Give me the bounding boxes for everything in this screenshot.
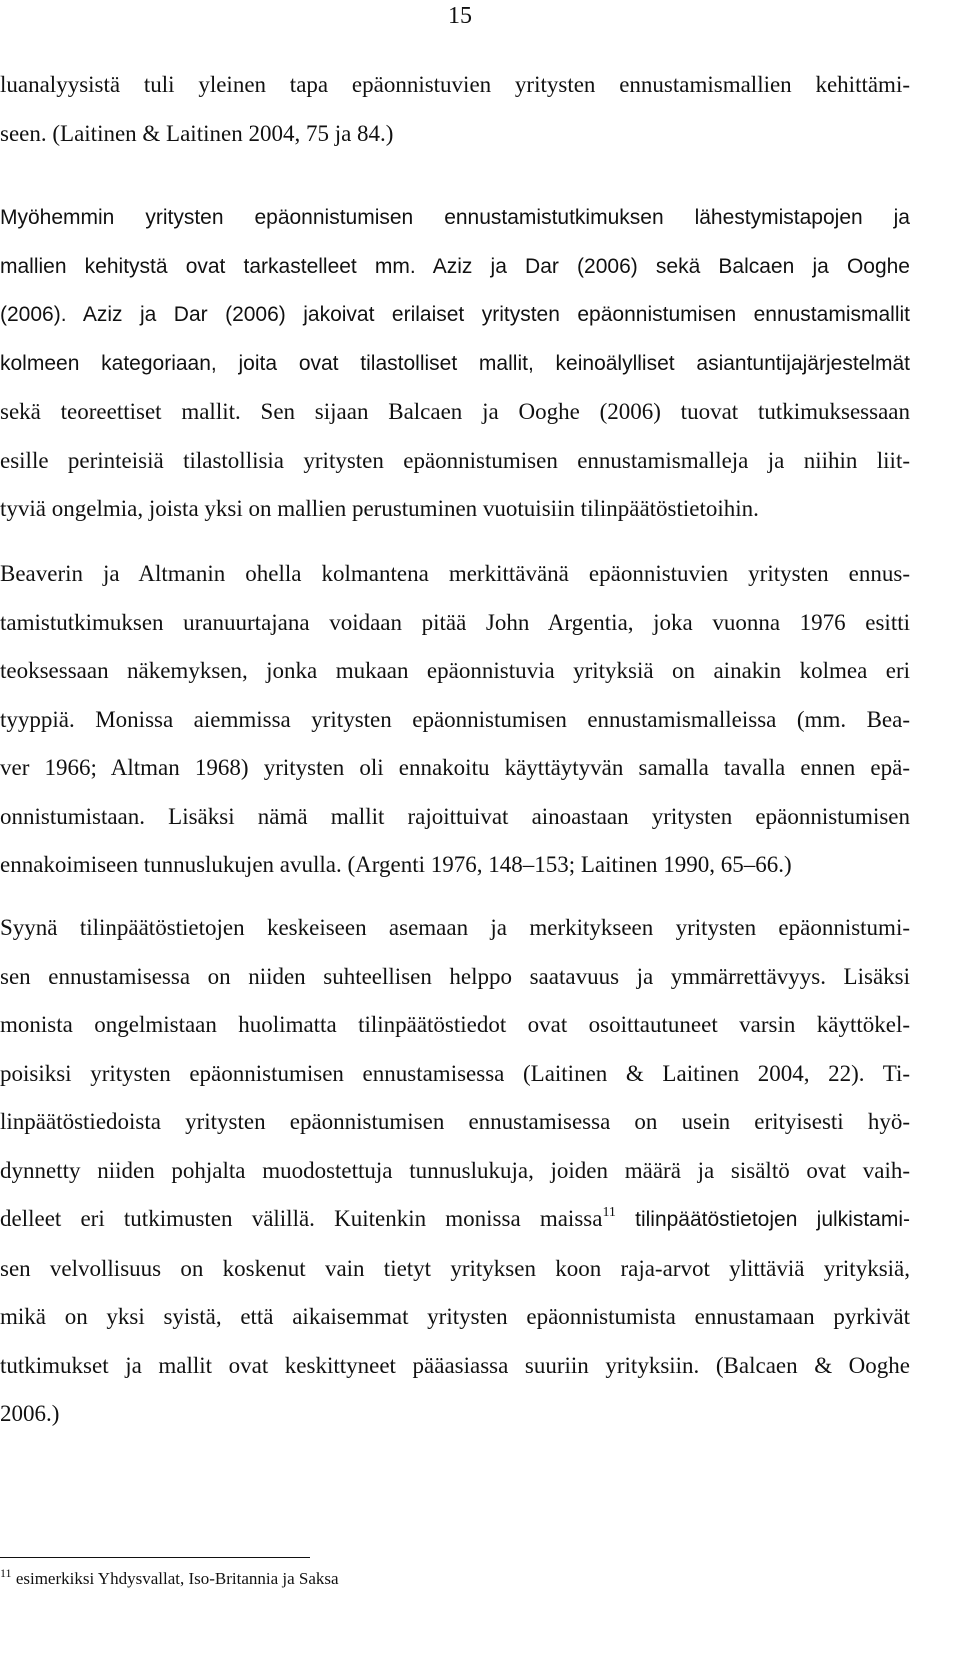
paragraph-2: [0, 194, 910, 534]
paragraph-1: [0, 61, 910, 158]
text-line: Myöhemmin yritysten epäonnistumisen ennustamistutkimuksen lähestymistapojen ja: [0, 206, 910, 229]
footnote-reference[interactable]: 11: [602, 1205, 616, 1220]
text-line: poisiksi yritysten epäonnistumisen ennustamisessa (Laitinen & Laitinen 2004, 22). Ti-: [0, 1060, 910, 1086]
text-line: luanalyysistä tuli yleinen tapa epäonnistuvien yritysten ennustamismallien kehittämi-: [0, 72, 910, 97]
text-line: mikä on yksi syistä, että aikaisemmat yritysten epäonnistumista ennustamaan pyrkivät: [0, 1304, 910, 1329]
text-line: ennakoimiseen tunnuslukujen avulla. (Argenti 1976, 148–153; Laitinen 1990, 65–66.): [0, 852, 792, 877]
paragraph-4: [0, 904, 910, 1439]
footnote: [0, 1568, 339, 1590]
text-line: tutkimukset ja mallit ovat keskittyneet pääasiassa suuriin yrityksiin. (Balcaen & Ooghe: [0, 1352, 910, 1378]
text-line: sekä teoreettiset mallit. Sen sijaan Balcaen ja Ooghe (2006) tuovat tutkimuksessaan: [0, 399, 910, 424]
footnote-marker: 11: [0, 1566, 12, 1580]
text-segment: tilinpäätöstietojen julkistami-: [635, 1208, 910, 1231]
text-line-with-footnote: [0, 1195, 910, 1245]
text-line: tyviä ongelmia, joista yksi on mallien perustuminen vuotuisiin tilinpäätöstietoihin.: [0, 496, 759, 521]
text-line: Syynä tilinpäätöstietojen keskeiseen asemaan ja merkitykseen yritysten epäonnistumi-: [0, 915, 910, 940]
text-line: sen velvollisuus on koskenut vain tietyt yrityksen koon raja-arvot ylittäviä yrityksiä,: [0, 1255, 910, 1281]
text-line: kolmeen kategoriaan, joita ovat tilastolliset mallit, keinoälylliset asiantuntijajärjestelmät: [0, 351, 910, 375]
text-line: esille perinteisiä tilastollisia yritysten epäonnistumisen ennustamismalleja ja niihin liit-: [0, 447, 910, 473]
text-line: onnistumistaan. Lisäksi nämä mallit rajoittuivat ainoastaan yritysten epäonnistumisen: [0, 803, 910, 829]
text-line: linpäätöstiedoista yritysten epäonnistumisen ennustamisessa on usein erityisesti hyö-: [0, 1109, 910, 1134]
text-line: dynnetty niiden pohjalta muodostettuja tunnuslukuja, joiden määrä ja sisältö ovat vaih-: [0, 1157, 910, 1183]
text-line: Beaverin ja Altmanin ohella kolmantena merkittävänä epäonnistuvien yritysten ennus-: [0, 561, 910, 586]
text-line: seen. (Laitinen & Laitinen 2004, 75 ja 84.): [0, 120, 394, 146]
footnote-separator: [0, 1557, 310, 1558]
text-line: teoksessaan näkemyksen, jonka mukaan epäonnistuvia yrityksiä on ainakin kolmea eri: [0, 658, 910, 683]
paragraph-3: [0, 550, 910, 890]
text-line: (2006). Aziz ja Dar (2006) jakoivat erilaiset yritysten epäonnistumisen ennustamismallit: [0, 303, 910, 326]
text-line: sen ennustamisessa on niiden suhteellisen helppo saatavuus ja ymmärrettävyys. Lisäksi: [0, 963, 910, 989]
text-line: monista ongelmistaan huolimatta tilinpäätöstiedot ovat osoittautuneet varsin käyttökel-: [0, 1012, 910, 1037]
text-segment: delleet eri tutkimusten välillä. Kuitenkin monissa maissa: [0, 1206, 603, 1231]
text-line: ver 1966; Altman 1968) yritysten oli ennakoitu käyttäytyvän samalla tavalla ennen epä-: [0, 755, 910, 780]
text-line: 2006.): [0, 1401, 60, 1426]
text-line: mallien kehitystä ovat tarkastelleet mm. Aziz ja Dar (2006) sekä Balcaen ja Ooghe: [0, 254, 910, 278]
footnote-text: esimerkiksi Yhdysvallat, Iso-Britannia ja Saksa: [15, 1569, 339, 1588]
text-line: tamistutkimuksen uranuurtajana voidaan pitää John Argentia, joka vuonna 1976 esitti: [0, 609, 910, 635]
page-number: 15: [448, 3, 472, 29]
text-line: tyyppiä. Monissa aiemmissa yritysten epäonnistumisen ennustamismalleissa (mm. Bea-: [0, 706, 910, 732]
